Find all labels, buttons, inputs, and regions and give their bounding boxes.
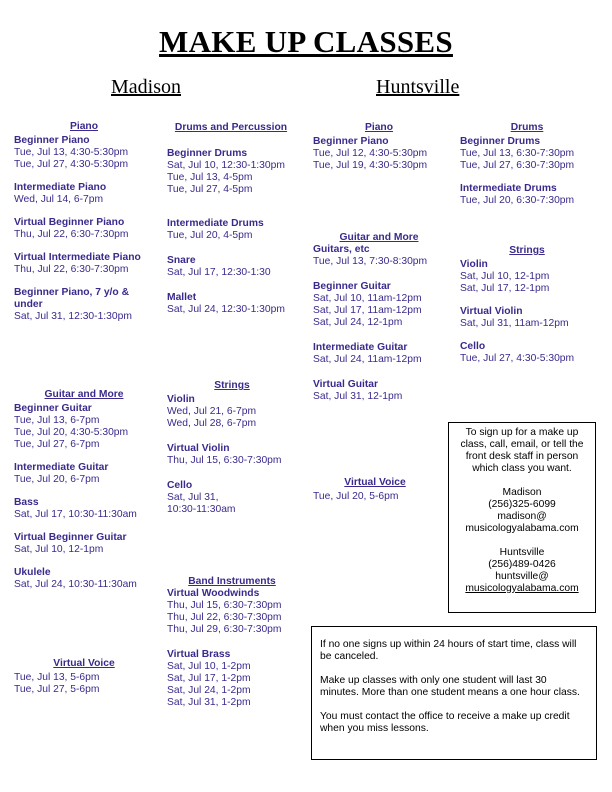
- section-header: Virtual Voice: [53, 658, 115, 669]
- policy-duration: Make up classes with only one student will last 30 minutes. More than one student means a one hour class.: [320, 675, 580, 698]
- class-entry: [14, 252, 154, 276]
- section-header: Piano: [364, 122, 394, 133]
- class-date: Tue, Jul 13, 5-6pm: [14, 672, 100, 683]
- class-date: Wed, Jul 21, 6-7pm: [167, 406, 257, 417]
- policy-credit: You must contact the office to receive a make up credit when you miss lessons.: [320, 711, 570, 734]
- class-entry: [14, 217, 154, 241]
- class-date: Tue, Jul 27, 6:30-7:30pm: [460, 160, 575, 171]
- class-date: Sat, Jul 10, 11am-12pm: [313, 293, 422, 304]
- policy-box: [311, 626, 597, 760]
- madison-band-section: [167, 576, 297, 720]
- class-date: Sat, Jul 10, 12-1pm: [460, 271, 550, 282]
- class-date: Sat, Jul 17, 11am-12pm: [313, 305, 422, 316]
- class-entry: [313, 342, 445, 366]
- class-entry: [313, 379, 445, 403]
- class-date: Tue, Jul 20, 4-5pm: [167, 230, 253, 241]
- class-date: Tue, Jul 13, 6:30-7:30pm: [460, 148, 575, 159]
- class-date: Tue, Jul 20, 4:30-5:30pm: [14, 427, 129, 438]
- class-name: Intermediate Drums: [460, 183, 557, 194]
- class-entry: [460, 341, 594, 365]
- class-date: Wed, Jul 28, 6-7pm: [167, 418, 257, 429]
- page-title: MAKE UP CLASSES: [159, 24, 453, 59]
- class-date: Sat, Jul 31, 11am-12pm: [460, 318, 569, 329]
- class-name: Beginner Drums: [460, 136, 541, 147]
- class-entry: [14, 287, 154, 323]
- class-name: Violin: [460, 259, 488, 270]
- class-entry: [14, 182, 154, 206]
- class-date: Thu, Jul 22, 6:30-7:30pm: [14, 229, 129, 240]
- class-entry: [167, 588, 297, 636]
- contact-phone: (256)325-6099: [488, 499, 556, 510]
- madison-drums-section: [167, 122, 295, 327]
- class-date: Tue, Jul 19, 4:30-5:30pm: [313, 160, 428, 171]
- huntsville-contact: [455, 547, 589, 595]
- class-name: Mallet: [167, 292, 197, 303]
- class-name: Intermediate Drums: [167, 218, 264, 229]
- class-date: Tue, Jul 20, 6-7pm: [14, 474, 100, 485]
- class-entry: [460, 136, 594, 172]
- section-header: Virtual Voice: [344, 477, 406, 488]
- class-name: Cello: [460, 341, 486, 352]
- huntsville-voice-section: [313, 477, 437, 503]
- class-name: Virtual Woodwinds: [167, 588, 260, 599]
- class-date: Tue, Jul 20, 6:30-7:30pm: [460, 195, 575, 206]
- class-date: Sat, Jul 24, 12:30-1:30pm: [167, 304, 285, 315]
- contact-email-domain: musicologyalabama.com: [465, 523, 579, 534]
- class-date: Tue, Jul 27, 5-6pm: [14, 684, 100, 695]
- class-entry: [167, 218, 295, 242]
- section-header: Piano: [69, 121, 99, 132]
- class-name: Virtual Violin: [167, 443, 230, 454]
- class-entry: [167, 443, 297, 467]
- location-madison: Madison: [111, 76, 181, 98]
- class-name: Intermediate Piano: [14, 182, 107, 193]
- class-date: 10:30-11:30am: [167, 504, 236, 515]
- class-name: Ukulele: [14, 567, 51, 578]
- class-name: Virtual Beginner Piano: [14, 217, 125, 228]
- madison-strings-section: [167, 380, 297, 527]
- class-name: Virtual Intermediate Piano: [14, 252, 141, 263]
- location-huntsville: Huntsville: [376, 76, 460, 98]
- class-date: Sat, Jul 31,: [167, 492, 219, 503]
- class-date: Tue, Jul 27, 4:30-5:30pm: [14, 159, 129, 170]
- class-date: Tue, Jul 13, 7:30-8:30pm: [313, 256, 428, 267]
- class-date: Sat, Jul 31, 12:30-1:30pm: [14, 311, 132, 322]
- huntsville-guitar-section: [313, 232, 445, 414]
- class-entry: [167, 394, 297, 430]
- class-name: Beginner Guitar: [313, 281, 391, 292]
- signup-intro: To sign up for a make up class, call, email, or tell the front desk staff in person which class you want.: [460, 427, 584, 474]
- class-name: Beginner Drums: [167, 148, 248, 159]
- class-date: Sat, Jul 17, 10:30-11:30am: [14, 509, 137, 520]
- huntsville-drums-section: [460, 122, 594, 218]
- class-entry: [167, 649, 297, 709]
- class-name: Guitars, etc: [313, 244, 370, 255]
- class-entry: [167, 148, 295, 196]
- signup-info-box: [448, 422, 596, 613]
- class-date: Thu, Jul 15, 6:30-7:30pm: [167, 455, 282, 466]
- section-header: Drums and Percussion: [174, 122, 288, 133]
- class-entry: [313, 244, 445, 268]
- class-date: Tue, Jul 13, 6-7pm: [14, 415, 100, 426]
- class-date: Sat, Jul 24, 11am-12pm: [313, 354, 422, 365]
- contact-email-link[interactable]: musicologyalabama.com: [465, 583, 579, 594]
- class-name: Virtual Guitar: [313, 379, 379, 390]
- class-name: Violin: [167, 394, 195, 405]
- class-entry: [460, 306, 594, 330]
- contact-email-user: madison@: [497, 511, 547, 522]
- class-entry: [14, 532, 154, 556]
- class-name: Beginner Piano: [313, 136, 389, 147]
- class-date: Sat, Jul 10, 12-1pm: [14, 544, 104, 555]
- section-header: Strings: [509, 245, 545, 256]
- class-name: Snare: [167, 255, 196, 266]
- class-date: Sat, Jul 24, 12-1pm: [313, 317, 403, 328]
- class-date: Tue, Jul 13, 4:30-5:30pm: [14, 147, 129, 158]
- class-entry: [313, 281, 445, 329]
- section-header: Guitar and More: [339, 232, 419, 243]
- class-entry: [460, 183, 594, 207]
- section-header: Drums: [510, 122, 544, 133]
- class-date: Sat, Jul 31, 12-1pm: [313, 391, 403, 402]
- class-date: Tue, Jul 27, 6-7pm: [14, 439, 100, 450]
- huntsville-piano-section: [313, 122, 445, 183]
- class-name: Intermediate Guitar: [313, 342, 408, 353]
- class-name: Beginner Piano: [14, 135, 90, 146]
- class-date: Thu, Jul 22, 6:30-7:30pm: [167, 612, 282, 623]
- class-date: Tue, Jul 12, 4:30-5:30pm: [313, 148, 428, 159]
- class-name: Beginner Piano, 7 y/o & under: [14, 287, 130, 310]
- class-entry: [167, 255, 295, 279]
- class-name: Virtual Violin: [460, 306, 523, 317]
- class-name: Cello: [167, 480, 193, 491]
- class-date: Sat, Jul 31, 1-2pm: [167, 697, 251, 708]
- madison-guitar-section: [14, 389, 154, 602]
- class-date: Tue, Jul 27, 4-5pm: [167, 184, 253, 195]
- class-date: Sat, Jul 17, 1-2pm: [167, 673, 251, 684]
- class-date: Tue, Jul 20, 5-6pm: [313, 491, 399, 502]
- class-date: Tue, Jul 13, 4-5pm: [167, 172, 253, 183]
- madison-contact: [455, 487, 589, 535]
- class-date: Sat, Jul 10, 12:30-1:30pm: [167, 160, 285, 171]
- contact-email-user: huntsville@: [495, 571, 549, 582]
- class-entry: [14, 497, 154, 521]
- class-date: Sat, Jul 17, 12:30-1:30: [167, 267, 271, 278]
- class-date: Wed, Jul 14, 6-7pm: [14, 194, 104, 205]
- class-name: Virtual Beginner Guitar: [14, 532, 127, 543]
- class-date: Sat, Jul 24, 1-2pm: [167, 685, 251, 696]
- class-date: Sat, Jul 24, 10:30-11:30am: [14, 579, 137, 590]
- class-date: Sat, Jul 10, 1-2pm: [167, 661, 251, 672]
- madison-piano-section: [14, 121, 154, 334]
- class-entry: [14, 135, 154, 171]
- class-name: Intermediate Guitar: [14, 462, 109, 473]
- class-date: Thu, Jul 15, 6:30-7:30pm: [167, 600, 282, 611]
- class-entry: [460, 259, 594, 295]
- section-header: Band Instruments: [188, 576, 276, 587]
- class-date: Thu, Jul 29, 6:30-7:30pm: [167, 624, 282, 635]
- huntsville-strings-section: [460, 245, 594, 376]
- class-name: Beginner Guitar: [14, 403, 92, 414]
- class-name: Bass: [14, 497, 39, 508]
- section-header: Guitar and More: [44, 389, 124, 400]
- class-entry: [14, 403, 154, 451]
- contact-location: Madison: [502, 487, 542, 498]
- class-entry: [167, 480, 297, 516]
- class-date: Sat, Jul 17, 12-1pm: [460, 283, 550, 294]
- class-entry: [14, 462, 154, 486]
- contact-location: Huntsville: [499, 547, 545, 558]
- class-entry: [313, 136, 445, 172]
- class-entry: [167, 292, 295, 316]
- class-date: Thu, Jul 22, 6:30-7:30pm: [14, 264, 129, 275]
- section-header: Strings: [214, 380, 250, 391]
- policy-cancel: If no one signs up within 24 hours of start time, class will be canceled.: [320, 639, 577, 662]
- class-entry: [14, 567, 154, 591]
- contact-phone: (256)489-0426: [488, 559, 556, 570]
- class-date: Tue, Jul 27, 4:30-5:30pm: [460, 353, 575, 364]
- class-name: Virtual Brass: [167, 649, 231, 660]
- madison-voice-section: [14, 658, 154, 696]
